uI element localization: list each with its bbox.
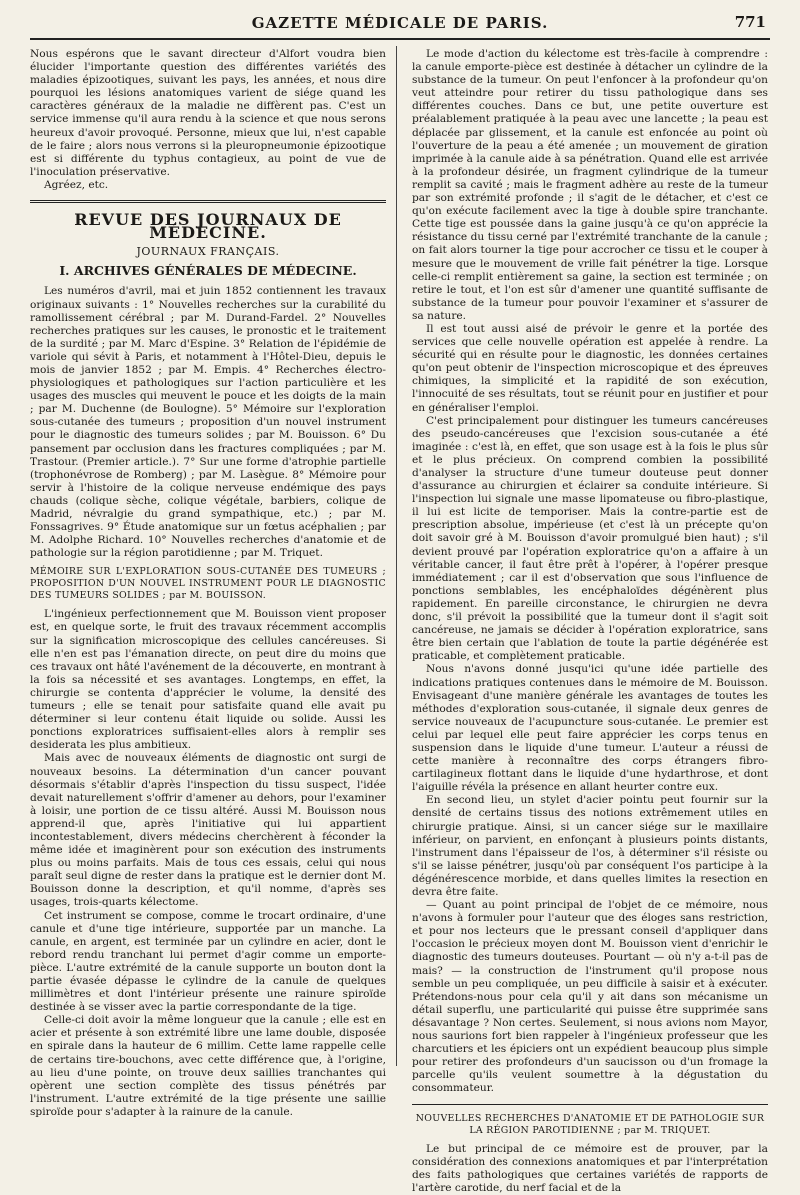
body-paragraph: Mais avec de nouveaux éléments de diagnostic ont surgi de nouveaux besoins. La détermination d'un cancer pouvant désormais s'établir d'après l'inspection du tissu suspect, l'idée devait naturellement s'offrir d'amener au dehors, pour l'examiner à loisir, une portion de ce tissu altéré. Aussi M. Bouisson nous apprend-il que, après l'initiative qui lui appartient incontestablement, divers médecins cherchèrent à féconder la même idée et imaginèrent pour son exécution des instruments plus ou moins parfaits. Mais de tous ces essais, celui qui nous paraît seul digne de rester dans la pratique est le dernier dont M. Bouisson donne la description, et qu'il nomme, d'après ses usages, trois-quarts kélectome. [30, 752, 386, 909]
page-header [30, 10, 770, 40]
page-number: 771 [734, 13, 766, 31]
body-paragraph: En second lieu, un stylet d'acier pointu peut fournir sur la densité de certains tissus des notions extrêmement utiles en chirurgie pratique. Ainsi, si un cancer siége sur le maxillaire inférieur, on parvient, en enfonçant à plusieurs points distants, l'instrument dans l'épaisseur de l'os, à déterminer s'il résiste ou s'il se laisse pénétrer, jusqu'où par conséquent l'os participe à la dégénérescence morbide, et dans quelles limites la resection en devra être faite. [412, 794, 768, 898]
memoire-title: MÉMOIRE SUR L'EXPLORATION SOUS-CUTANÉE DES TUMEURS ; PROPOSITION D'UN NOUVEL INSTRUMENT POUR LE DIAGNOSTIC DES TUMEURS SOLIDES ; par M. BOUISSON. [30, 566, 386, 602]
revue-heading: REVUE DES JOURNAUX DE MÉDECINE. [74, 210, 342, 243]
body-paragraph: Il est tout aussi aisé de prévoir le genre et la portée des services que celle nouvelle opération est appelée à rendre. La sécurité qui en résulte pour le diagnostic, les données certaines qu'on peut obtenir de l'inspection microscopique et des épreuves chimiques, la simplicité et la rapidité de son exécution, l'innocuité de ses résultats, tout se réunit pour en justifier et pour en généraliser l'emploi. [412, 322, 768, 414]
body-paragraph: — Quant au point principal de l'objet de ce mémoire, nous n'avons à formuler pour l'auteur que des éloges sans restriction, et pour nos lecteurs que le pressant conseil d'appliquer dans l'occasion le précieux moyen dont M. Bouisson vient d'enrichir le diagnostic des tumeurs douteuses. Pourtant — où n'y a-t-il pas de mais? — la construction de l'instrument qu'il propose nous semble un peu compliquée, un peu difficile à saisir et à exécuter. Prétendons-nous pour cela qu'il y ait dans son mécanisme un détail superflu, une particularité qui puisse être supprimée sans désavantage ? Non certes. Seulement, si nous avions nom Mayor, nous saurions fort bien rappeler à l'ingénieux professeur que les charcutiers et les épiciers ont un expédient beaucoup plus simple pour retirer des profondeurs d'un saucisson ou d'un fromage la parcelle qu'ils veulent soumettre à la dégustation du consommateur. [412, 899, 768, 1095]
journaux-heading: JOURNAUX FRANÇAIS. [136, 245, 280, 259]
body-paragraph: L'ingénieux perfectionnement que M. Bouisson vient proposer est, en quelque sorte, le fruit des travaux récemment accomplis sur la signification microscopique des cellules cancéreuses. Si elle n'en est pas l'émanation directe, on peut dire du moins que ces travaux ont hâté l'avénement de la découverte, en montrant à la fois sa nécessité et ses avantages. Longtemps, en effet, la chirurgie se contenta d'apprécier le volume, la densité des tumeurs ; elle se tenait pour satisfaite quand elle avait pu déterminer si leur contenu était liquide ou solide. Aussi les ponctions exploratrices suffisaient-elles alors à remplir ses desiderata les plus ambitieux. [30, 608, 386, 752]
right-column [412, 48, 768, 1195]
triquet-title: NOUVELLES RECHERCHES D'ANATOMIE ET DE PATHOLOGIE SUR LA RÉGION PAROTIDIENNE ; par M. TRIQUET. [415, 1112, 765, 1136]
column-divider [396, 46, 397, 1066]
left-column [30, 48, 386, 1119]
closing-line: Agréez, etc. [44, 178, 109, 191]
journal-title: GAZETTE MÉDICALE DE PARIS. [251, 14, 549, 32]
section-rule [412, 1104, 768, 1105]
body-paragraph: Cet instrument se compose, comme le trocart ordinaire, d'une canule et d'une tige intérieure, supportée par un manche. La canule, en argent, est terminée par un cylindre en acier, dont le rebord rendu tranchant lui permet d'agir comme un emporte-pièce. L'autre extrémité de la canule supporte un bouton dont la partie évasée dépasse le cylindre de la canule de quelques millimètres et dont l'intérieur présente une rainure spiroïde destinée à se visser avec la partie correspondante de la tige. [30, 909, 386, 1014]
archives-heading: I. ARCHIVES GÉNÉRALES DE MÉDECINE. [59, 263, 357, 279]
body-paragraph: Le but principal de ce mémoire est de prouver, par la considération des connexions anatomiques et par l'interprétation des faits pathologiques que certaines variétés de rapports de l'artère carotide, du nerf facial et de la [412, 1142, 768, 1194]
body-paragraph: Nous n'avons donné jusqu'ici qu'une idée partielle des indications pratiques contenues dans le mémoire de M. Bouisson. Envisageant d'une manière générale les avantages de toutes les méthodes d'exploration sous-cutanée, il signale deux genres de service nouveaux de l'acupuncture sous-cutanée. Le premier est celui par lequel elle peut faire apprécier les corps tenus en suspension dans le liquide d'une tumeur. L'auteur a réussi de cette manière à reconnaître des corps étrangers fibro-cartilagineux flottant dans le liquide d'une hydarthrose, et dont l'aiguille révéla la présence en allant heurter contre eux. [412, 663, 768, 794]
body-paragraph: Celle-ci doit avoir la même longueur que la canule ; elle est en acier et présente à son extrémité libre une lame double, disposée en spirale dans la hauteur de 6 millim. Cette lame rappelle celle de certains tire-bouchons, avec cette différence que, à l'origine, au lieu d'une pointe, on trouve deux saillies tranchantes qui opèrent une section complète des tissus pénétrés par l'instrument. L'autre extrémité de la tige présente une saillie spiroïde pour s'adapter à la rainure de la canule. [30, 1014, 386, 1118]
body-paragraph: C'est principalement pour distinguer les tumeurs cancéreuses des pseudo-cancéreuses que l'excision sous-cutanée a été imaginée : c'est là, en effet, que son usage est à la fois le plus sûr et le plus précieux. On comprend combien la possibilité d'analyser la structure d'une tumeur douteuse peut donner d'assurance au chirurgien et éclairer sa conduite intérieure. Si l'inspection lui signale une masse lipomateuse ou fibro-plastique, il lui est licite de temporiser. Mais la contre-partie est de prescription absolue, impérieuse (et c'est là un précepte qu'on doit savoir gré à M. Bouisson d'avoir promulgué bien haut) ; s'il devient prouvé par l'opération exploratrice qu'on a affaire à un véritable cancer, il faut être prêt à l'opérer, à l'opérer presque immédiatement ; car il est d'observation que sous l'influence de ponctions semblables, les encéphaloïdes dégénèrent plus rapidement. En pareille circonstance, le chirurgien ne devra donc, s'il prévoit la possibilité que la tumeur dont il s'agit soit cancéreuse, ne jamais se décider à l'opération exploratrice, sans être bien certain que l'ablation de toute la partie dégénérée est praticable, et complètement praticable. [412, 414, 768, 663]
numeros-paragraph: Les numéros d'avril, mai et juin 1852 contiennent les travaux originaux suivants : 1° Nouvelles recherches sur la curabilité du ramollissement cérébral ; par M. Durand-Fardel. 2° Nouvelles recherches pratiques sur les causes, le pronostic et le traitement de la surdité ; par M. Marc d'Espine. 3° Relation de l'épidémie de variole qui sévit à Paris, et notamment à l'Hôtel-Dieu, depuis le mois de janvier 1852 ; par M. Empis. 4° Recherches électro-physiologiques et pathologiques sur l'action particulière et les usages des muscles qui meuvent le pouce et les doigts de la main ; par M. Duchenne (de Boulogne). 5° Mémoire sur l'exploration sous-cutanée des tumeurs ; proposition d'un nouvel instrument pour le diagnostic des tumeurs solides ; par M. Bouisson. 6° Du pansement par occlusion dans les fractures compliquées ; par M. Trastour. (Premier article.). 7° Sur une forme d'atrophie partielle (trophonévrose de Romberg) ; par M. Lasègue. 8° Mémoire pour servir à l'histoire de la colique nerveuse endémique des pays chauds (colique sèche, colique végétale, barbiers, colique de Madrid, névralgie du grand sympathique, etc.) ; par M. Fonssagrives. 9° Étude anatomique sur un fœtus acéphalien ; par M. Adolphe Richard. 10° Nouvelles recherches d'anatomie et de pathologie sur la région parotidienne ; par M. Triquet. [30, 285, 386, 560]
intro-paragraph: Nous espérons que le savant directeur d'Alfort voudra bien élucider l'importante question des différentes variétés des maladies épizootiques, suivant les pays, les années, et nous dire pourquoi les lésions anatomiques varient de siége quand les caractères généraux de la maladie ne diffèrent pas. C'est un service immense qu'il aura rendu à la science et que nous serons heureux d'avoir provoqué. Personne, mieux que lui, n'est capable de le faire ; alors nous verrons si la pleuropneumonie épizootique est si différente du typhus contagieux, au point de vue de l'inoculation préservative. [30, 48, 386, 178]
section-rule [30, 200, 386, 203]
body-paragraph: Le mode d'action du kélectome est très-facile à comprendre : la canule emporte-pièce est destinée à détacher un cylindre de la substance de la tumeur. On peut l'enfoncer à la profondeur qu'on veut atteindre pour retirer du tissu pathologique dans ses différentes couches. Dans ce but, une petite ouverture est préalablement pratiquée à la peau avec une lancette ; la peau est déplacée par glissement, et la canule est enfoncée au point où l'ouverture de la peau a été amenée ; un mouvement de giration imprimée à la canule aide à sa pénétration. Quand elle est arrivée à la profondeur désirée, un fragment cylindrique de la tumeur remplit sa cavité ; mais le fragment adhère au reste de la tumeur par son extrémité profonde ; il s'agit de le détacher, et c'est ce qu'on exécute facilement avec la tige à double spire tranchante. Cette tige est poussée dans la gaine jusqu'à ce qu'on apprécie la résistance du tissu cerné par l'extrémité tranchante de la canule ; on fait alors tourner la tige pour accrocher ce tissu et le couper à mesure que le mouvement de vrille fait pénétrer la tige. Lorsque celle-ci remplit entièrement sa gaine, la section est terminée ; on retire le tout, et l'on est sûr d'amener une quantité suffisante de substance de la tumeur pour pouvoir l'examiner et s'assurer de sa nature. [412, 48, 768, 322]
